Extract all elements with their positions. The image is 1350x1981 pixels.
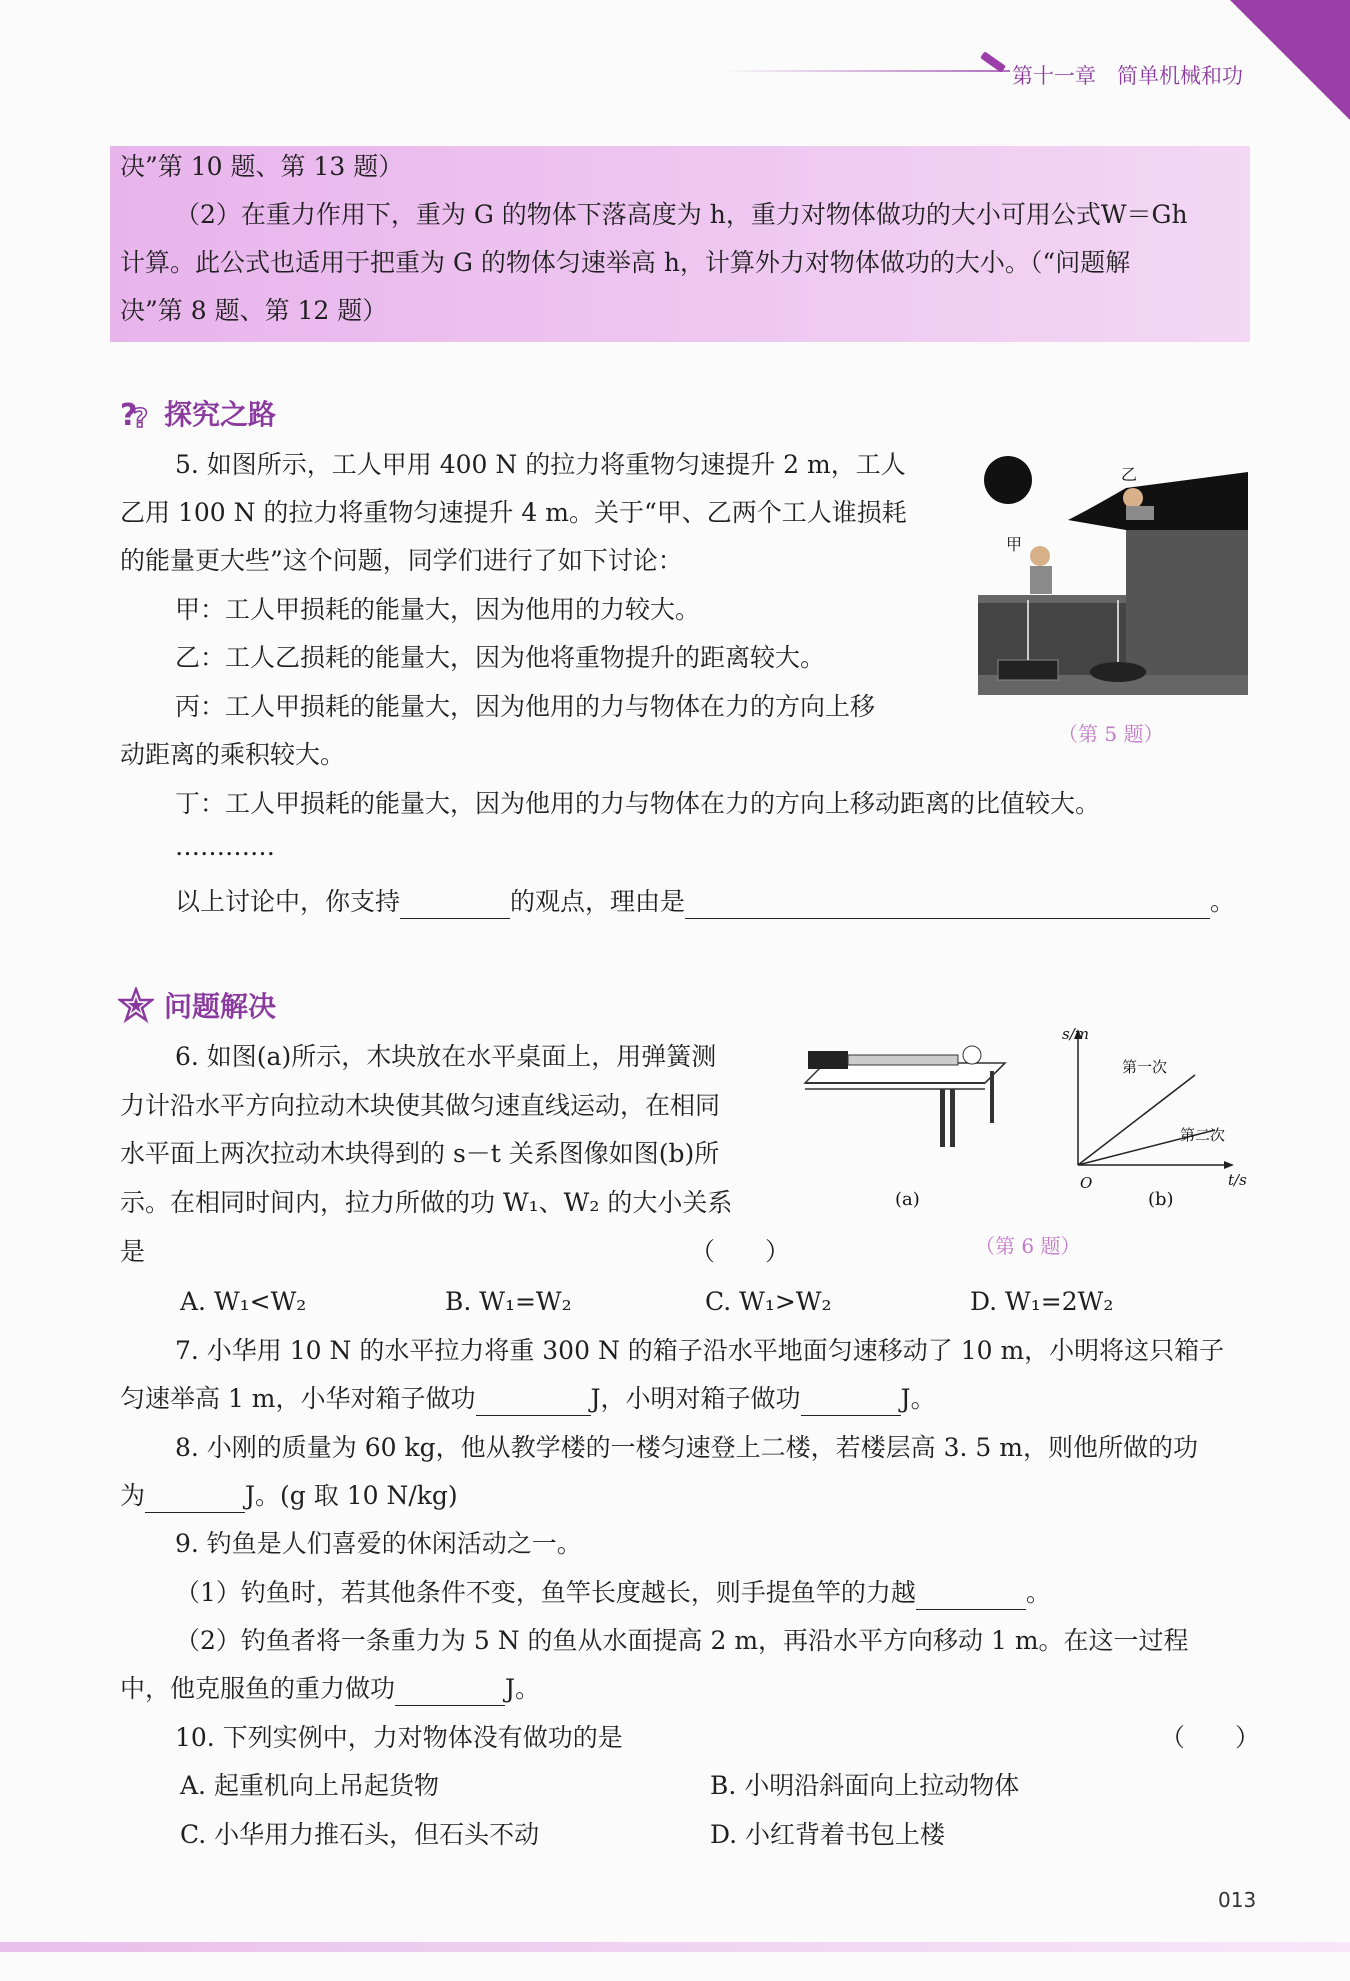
q7-text: J，小明对箱子做功 <box>590 1384 801 1413</box>
q5-line: 丙：工人甲损耗的能量大，因为他用的力与物体在力的方向上移 <box>175 692 876 721</box>
summary-line: 决”第 10 题、第 13 题） <box>120 152 404 181</box>
q5-line: 的能量更大些”这个问题，同学们进行了如下讨论： <box>120 546 683 575</box>
figure-5-caption: （第 5 题） <box>1058 722 1164 746</box>
corner-decoration <box>1230 0 1350 120</box>
summary-line: 决”第 8 题、第 12 题） <box>120 296 388 325</box>
q6-line: 6. 如图(a)所示，木块放在水平桌面上，用弹簧测 <box>175 1042 717 1071</box>
q10-option-d: D. 小红背着书包上楼 <box>710 1820 946 1849</box>
header-line <box>720 70 1010 72</box>
q5-answer-line <box>175 885 1235 919</box>
q7-line2 <box>120 1382 936 1416</box>
q8-line2 <box>120 1479 458 1513</box>
line2-label: 第二次 <box>1180 1126 1226 1144</box>
q8-blank[interactable] <box>145 1488 245 1513</box>
section-title: 问题解决 <box>164 990 277 1023</box>
figure-6-illustration <box>800 1025 1250 1225</box>
pulley-icon <box>984 456 1032 504</box>
q6-line: 是 <box>120 1237 146 1266</box>
figure-6a-table <box>805 1046 1005 1147</box>
page-number: 013 <box>1218 1888 1257 1912</box>
q5-line: 甲：工人甲损耗的能量大，因为他用的力较大。 <box>175 595 701 624</box>
star-icon <box>118 987 154 1023</box>
q8-text: J。(g 取 10 N/kg) <box>245 1481 458 1510</box>
section-title: 探究之路 <box>164 398 277 431</box>
q5-blank-view[interactable] <box>400 894 510 919</box>
svg-text:?: ? <box>120 398 138 431</box>
q8-line: 8. 小刚的质量为 60 kg，他从教学楼的一楼匀速登上二楼，若楼层高 3. 5 m，则他所做的功 <box>175 1433 1198 1462</box>
figure-6b-graph <box>1074 1029 1234 1169</box>
q5-answer-text: 。 <box>1210 887 1236 916</box>
q5-ellipsis: ………… <box>175 832 275 861</box>
q6-option-a: A. W₁<W₂ <box>180 1287 307 1316</box>
q9-2-line2 <box>120 1672 540 1706</box>
q5-answer-text: 的观点，理由是 <box>510 887 686 916</box>
question-mark-icon <box>118 395 154 431</box>
summary-line: （2）在重力作用下，重为 G 的物体下落高度为 h，重力对物体做功的大小可用公式W＝Gh <box>175 200 1188 229</box>
q5-blank-reason[interactable] <box>685 894 1210 919</box>
q10-option-b: B. 小明沿斜面向上拉动物体 <box>710 1771 1020 1800</box>
q6-answer-bracket[interactable]: （ ） <box>690 1237 791 1266</box>
figure-6-caption: （第 6 题） <box>975 1234 1081 1258</box>
section-heading-explore <box>118 393 276 433</box>
origin-label: O <box>1080 1174 1093 1192</box>
q10-option-a: A. 起重机向上吊起货物 <box>180 1771 439 1800</box>
q8-text: 为 <box>120 1481 146 1510</box>
section-heading-solve <box>118 985 276 1025</box>
q5-answer-text: 以上讨论中，你支持 <box>175 887 401 916</box>
q7-blank-1[interactable] <box>476 1391 591 1416</box>
worker-yi-icon <box>1123 488 1143 508</box>
chapter-title: 第十一章 简单机械和功 <box>1012 64 1243 88</box>
figure-6a-label: (a) <box>895 1189 920 1210</box>
q7-text: 匀速举高 1 m，小华对箱子做功 <box>120 1384 476 1413</box>
label-yi: 乙 <box>1121 465 1138 484</box>
q5-line: 丁：工人甲损耗的能量大，因为他用的力与物体在力的方向上移动距离的比值较大。 <box>175 789 1101 818</box>
q9-1-line <box>175 1576 1051 1610</box>
q6-option-c: C. W₁>W₂ <box>705 1287 832 1316</box>
figure-6b-label: (b) <box>1148 1189 1174 1210</box>
q6-option-d: D. W₁=2W₂ <box>970 1287 1114 1316</box>
q9-text: 中，他克服鱼的重力做功 <box>120 1674 396 1703</box>
q9-blank-1[interactable] <box>916 1585 1026 1610</box>
q5-line: 5. 如图所示，工人甲用 400 N 的拉力将重物匀速提升 2 m，工人 <box>175 450 906 479</box>
q6-option-b: B. W₁=W₂ <box>445 1287 572 1316</box>
svg-text:?: ? <box>133 404 149 431</box>
q5-line: 动距离的乘积较大。 <box>120 740 346 769</box>
q6-line: 水平面上两次拉动木块得到的 s－t 关系图像如图(b)所 <box>120 1139 720 1168</box>
q9-blank-2[interactable] <box>395 1681 505 1706</box>
worker-jia-icon <box>1030 546 1050 566</box>
q7-blank-2[interactable] <box>801 1391 901 1416</box>
label-jia: 甲 <box>1006 535 1023 554</box>
line-first <box>1078 1075 1195 1165</box>
figure-5-illustration <box>978 450 1248 695</box>
q6-line: 力计沿水平方向拉动木块使其做匀速直线运动，在相同 <box>120 1091 721 1120</box>
y-axis-label: s/m <box>1062 1025 1089 1043</box>
q10-option-c: C. 小华用力推石头，但石头不动 <box>180 1820 540 1849</box>
q9-text: 。 <box>1025 1578 1051 1607</box>
q9-line: 9. 钓鱼是人们喜爱的休闲活动之一。 <box>175 1529 582 1558</box>
summary-line: 计算。此公式也适用于把重为 G 的物体匀速举高 h，计算外力对物体做功的大小。（“问题解 <box>120 248 1131 277</box>
q10-line: 10. 下列实例中，力对物体没有做功的是 <box>175 1723 623 1752</box>
q7-text: J。 <box>900 1384 936 1413</box>
line1-label: 第一次 <box>1122 1058 1168 1076</box>
q9-text: J。 <box>505 1674 541 1703</box>
q7-line: 7. 小华用 10 N 的水平拉力将重 300 N 的箱子沿水平地面匀速移动了 10 m，小明将这只箱子 <box>175 1336 1225 1365</box>
q9-2-line: （2）钓鱼者将一条重力为 5 N 的鱼从水面提高 2 m，再沿水平方向移动 1 m。在这一过程 <box>175 1626 1189 1655</box>
q5-line: 乙：工人乙损耗的能量大，因为他将重物提升的距离较大。 <box>175 643 826 672</box>
bottom-strip <box>0 1942 1350 1952</box>
q10-answer-bracket[interactable]: （ ） <box>1160 1723 1261 1752</box>
q9-text: （1）钓鱼时，若其他条件不变，鱼竿长度越长，则手提鱼竿的力越 <box>175 1578 916 1607</box>
q6-line: 示。在相同时间内，拉力所做的功 W₁、W₂ 的大小关系 <box>120 1188 733 1217</box>
q5-line: 乙用 100 N 的拉力将重物匀速提升 4 m。关于“甲、乙两个工人谁损耗 <box>120 498 907 527</box>
x-axis-label: t/s <box>1228 1171 1247 1189</box>
